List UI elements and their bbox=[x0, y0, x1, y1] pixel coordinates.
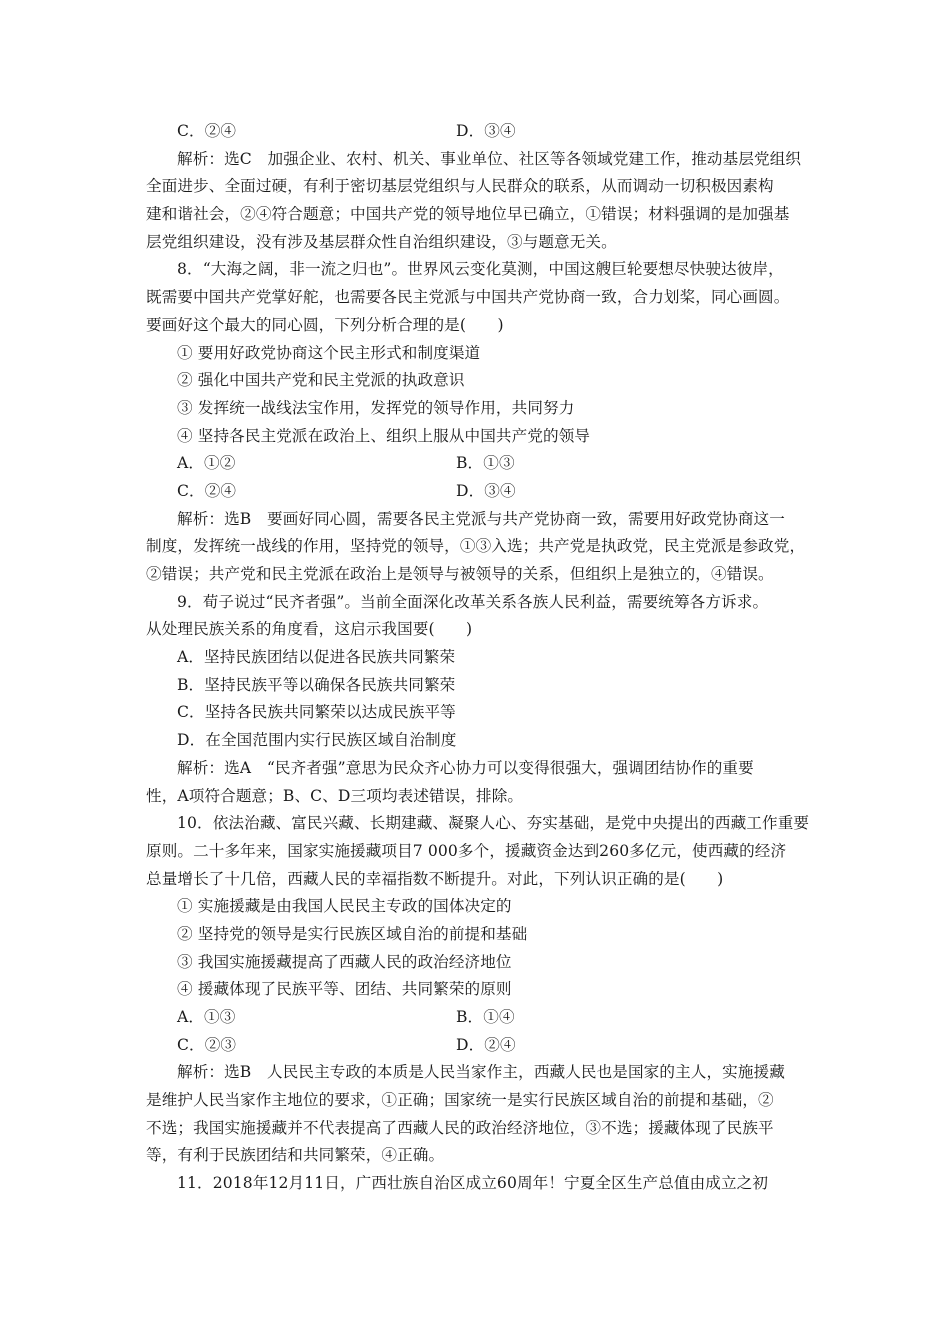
text-line: 是维护人民当家作主地位的要求，①正确；国家统一是实行民族区域自治的前提和基础，② bbox=[146, 1091, 774, 1110]
answer-option: A．①② bbox=[177, 454, 236, 473]
text-line: ③ 我国实施援藏提高了西藏人民的政治经济地位 bbox=[177, 952, 512, 971]
answer-option: D．③④ bbox=[456, 122, 516, 140]
text-line: 要画好这个最大的同心圆，下列分析合理的是( ) bbox=[146, 315, 504, 334]
text-line: ② 强化中国共产党和民主党派的执政意识 bbox=[177, 371, 465, 390]
answer-options-row bbox=[146, 478, 811, 506]
text-line: 不选；我国实施援藏并不代表提高了西藏人民的政治经济地位，③不选；援藏体现了民族平 bbox=[146, 1118, 774, 1137]
text-line: 性，A项符合题意；B、C、D三项均表述错误，排除。 bbox=[146, 786, 524, 805]
text-line: 10．依法治藏、富民兴藏、长期建藏、凝聚人心、夯实基础，是党中央提出的西藏工作重要 bbox=[177, 814, 810, 833]
text-line: 解析：选C 加强企业、农村、机关、事业单位、社区等各领域党建工作，推动基层党组织 bbox=[177, 149, 802, 168]
text-line: 原则。二十多年来，国家实施援藏项目7 000多个，援藏资金达到260多亿元，使西藏的经济 bbox=[146, 841, 787, 860]
text-line: D．在全国范围内实行民族区域自治制度 bbox=[177, 731, 457, 750]
text-line: 11．2018年12月11日，广西壮族自治区成立60周年！宁夏全区生产总值由成立之初 bbox=[177, 1174, 769, 1193]
answer-option: D．②④ bbox=[456, 1035, 516, 1054]
text-line: 9．荀子说过“民齐者强”。当前全面深化改革关系各族人民利益，需要统筹各方诉求。 bbox=[177, 592, 769, 611]
answer-option: C．②④ bbox=[177, 122, 237, 140]
text-line: 解析：选B 要画好同心圆，需要各民主党派与共产党协商一致，需要用好政党协商这一 bbox=[177, 509, 785, 528]
text-line: 等，有利于民族团结和共同繁荣，④正确。 bbox=[146, 1146, 445, 1165]
answer-options-row bbox=[146, 1004, 811, 1032]
text-line: 解析：选A “民齐者强”意思为民众齐心协力可以变得很强大，强调团结协作的重要 bbox=[177, 758, 754, 777]
text-line: 解析：选B 人民民主专政的本质是人民当家作主，西藏人民也是国家的主人，实施援藏 bbox=[177, 1063, 785, 1082]
answer-option: B．①③ bbox=[456, 454, 515, 473]
text-line: 制度，发挥统一战线的作用，坚持党的领导，①③入选；共产党是执政党，民主党派是参政党， bbox=[146, 537, 806, 556]
text-line: 8．“大海之阔，非一流之归也”。世界风云变化莫测，中国这艘巨轮要想尽快驶达彼岸， bbox=[177, 260, 784, 279]
text-line: ③ 发挥统一战线法宝作用，发挥党的领导作用，共同努力 bbox=[177, 398, 575, 417]
text-line: C．坚持各民族共同繁荣以达成民族平等 bbox=[177, 703, 456, 722]
text-line: 既需要中国共产党掌好舵，也需要各民主党派与中国共产党协商一致，合力划桨，同心画圆。 bbox=[146, 288, 790, 307]
answer-options-row bbox=[146, 450, 811, 478]
text-line: 从处理民族关系的角度看，这启示我国要( ) bbox=[146, 620, 473, 639]
answer-option: A．①③ bbox=[177, 1008, 236, 1026]
text-line: ④ 援藏体现了民族平等、团结、共同繁荣的原则 bbox=[177, 980, 512, 999]
text-line: 建和谐社会，②④符合题意；中国共产党的领导地位早已确立，①错误；材料强调的是加强基 bbox=[146, 205, 790, 224]
text-line: B．坚持民族平等以确保各民族共同繁荣 bbox=[177, 675, 456, 694]
text-line: 全面进步、全面过硬，有利于密切基层党组织与人民群众的联系，从而调动一切积极因素构 bbox=[146, 177, 774, 196]
text-line: A．坚持民族团结以促进各民族共同繁荣 bbox=[177, 648, 456, 667]
text-line: ① 要用好政党协商这个民主形式和制度渠道 bbox=[177, 343, 481, 362]
answer-options-row bbox=[146, 1032, 811, 1060]
answer-option: D．③④ bbox=[456, 481, 516, 500]
document-page bbox=[146, 118, 811, 1198]
text-line: ②错误；共产党和民主党派在政治上是领导与被领导的关系，但组织上是独立的，④错误。 bbox=[146, 565, 774, 583]
answer-option: B．①④ bbox=[456, 1008, 515, 1026]
answer-option: C．②④ bbox=[177, 481, 237, 500]
text-line: ① 实施援藏是由我国人民民主专政的国体决定的 bbox=[177, 897, 512, 916]
text-line: 总量增长了十几倍，西藏人民的幸福指数不断提升。对此，下列认识正确的是( ) bbox=[146, 869, 724, 888]
text-line: 层党组织建设，没有涉及基层群众性自治组织建设，③与题意无关。 bbox=[146, 232, 617, 251]
text-line: ④ 坚持各民主党派在政治上、组织上服从中国共产党的领导 bbox=[177, 426, 591, 445]
answer-options-row bbox=[146, 118, 811, 146]
answer-option: C．②③ bbox=[177, 1035, 237, 1054]
text-line: ② 坚持党的领导是实行民族区域自治的前提和基础 bbox=[177, 924, 528, 943]
